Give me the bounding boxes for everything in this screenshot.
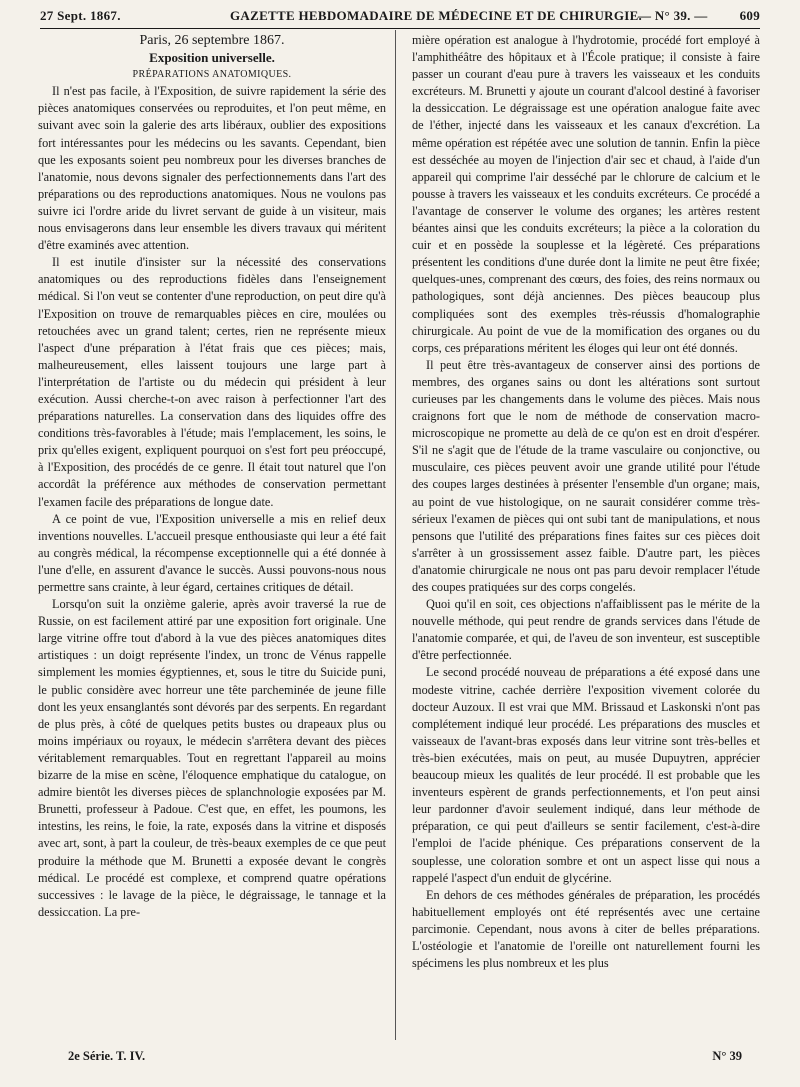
paragraph: A ce point de vue, l'Exposition universelle a mis en relief deux inventions nouvelles. L'accueil presque enthousiaste qui leur a été fait au congrès médical, la récompense exceptionnelle qui a été donnée à l'une d'elle, en assurent d'avance le succès. Aussi pouvons-nous nous permettre sans crainte, à leur égard, certaines critiques de détail. <box>38 511 386 594</box>
paragraph: En dehors de ces méthodes générales de préparation, les procédés habituellement employés ont été représentés avec une certaine parcimonie. Cependant, nous avons à citer de belles préparations. L'ostéologie et l'anatomie de l'oreille ont naturellement fourni les spécimens les plus nombreux et les plus <box>412 887 760 971</box>
paragraph: Il n'est pas facile, à l'Exposition, de suivre rapidement la série des pièces anatomiques conservées ou reproduites, et l'on peut même, en suivant avec soin la galerie des arts libéraux, oublier des expositions fort intéressantes pour les médecins ou les savants. Cependant, bien que les exposants soient peu nombreux pour les diverses branches de l'anatomie, nous devons signaler des perfectionnements dans l'art des préparations ou des reproductions anatomiques. Nous ne voulons pas suivre ici l'ordre aride du livret servant de guide à un visiteur, mais nous envisagerons dans leur ensemble les divers travaux qui méritent d'être examinés avec attention. <box>38 84 386 253</box>
right-column <box>412 32 760 1042</box>
header-rule <box>40 28 760 29</box>
issue-date: 27 Sept. 1867. <box>40 8 121 23</box>
page-header <box>40 6 760 28</box>
dateline: Paris, 26 septembre 1867. <box>139 33 285 48</box>
column-divider <box>395 30 396 1040</box>
page-number: 609 <box>739 8 760 23</box>
page-footer <box>40 1049 760 1069</box>
article-subtitle: PRÉPARATIONS ANATOMIQUES. <box>132 69 292 81</box>
paragraph: Il peut être très-avantageux de conserver ainsi des portions de membres, des organes sains ou dont les altérations sont surtout curieuses par les changements dans le volume des pièces. Mais nous craignons fort que le nom de méthode de conservation macro-microscopique ne promette au delà de ce qu'on est en droit d'espérer. S'il ne s'agit que de l'étude de la trame vasculaire ou conjonctive, ou musculaire, ces pièces peuvent avoir une grande utilité pour l'étude des coupes larges destinées à présenter l'ensemble d'un organe; mais, au point de vue histologique, on ne saurait considérer comme très-sérieux l'examen de pièces qui ont subi tant de manipulations, et nous pensons que l'utilité des préparations fines faites sur ces pièces doit s'arrêter à un grossissement assez faible. D'autre part, les pièces d'anatomie chirurgicale ne nous ont pas paru devoir remplacer l'étude des coupes pratiquées sur des corps congelés. <box>412 357 760 594</box>
series-volume: 2e Série. T. IV. <box>68 1049 146 1063</box>
paragraph: Lorsqu'on suit la onzième galerie, après avoir traversé la rue de Russie, on est facilement attiré par une exposition fort originale. Une large vitrine offre tout d'abord à la vue des pièces anatomiques dites artistiques : un doigt représente l'index, un tronc de Vénus rappelle simplement les momies égyptiennes, et, sous le titre du Suicide puni, le public considère avec horreur une tête parcheminée de jeune fille dont les yeux ensanglantés sont dévorés par des serpents. En regardant de plus près, à côté de quelques petits bustes ou drapeaux plus ou moins impériaux ou royaux, le médecin s'arrêtera devant des pièces véritablement remarquables. Tout en regrettant l'appareil au moins bizarre de la mise en scène, l'éloquence emphatique du catalogue, on admire bientôt les diverses pièces de splanchnologie exposées par M. Brunetti, professeur à Padoue. C'est que, en effet, les poumons, les intestins, les reins, le foie, la rate, exposés dans la vitrine et disposés avec art, sont, à part la couleur, de très-beaux exemples de ce que peut produire la méthode que M. Brunetti a exposée devant le congrès médical. Le procédé est complexe, et comprend quatre opérations successives : le lavage de la pièce, le dégraissage, le tannage et la dessiccation. La pre- <box>38 597 386 919</box>
paragraph: Le second procédé nouveau de préparations a été exposé dans une modeste vitrine, cachée derrière l'exposition vivement colorée du docteur Auzoux. Il est vrai que MM. Brissaud et Laskonski n'ont pas complétement indiqué leur procédé. Les préparations des muscles et vaisseaux de l'avant-bras exposés dans leur vitrine sont très-belles et très-bien exécutées, mais on peut, au musée Dupuytren, apprécier beaucoup mieux les qualités de leur procédé. Il est probable que les inventeurs espèrent de grands perfectionnements, et l'on peut ainsi leur pardonner d'avoir seulement indiqué, dans leur méthode de préparation, ce qui peut d'ailleurs se sentir facilement, c'est-à-dire l'emploi de l'acide phénique. Ces préparations conservent de la souplesse, une coloration sombre et ont un aspect lisse qui nous a rappelé l'aspect d'un enduit de glycérine. <box>412 665 760 885</box>
issue-number: — N° 39. — <box>638 8 708 23</box>
article-title: Exposition universelle. <box>149 50 275 66</box>
paragraph: mière opération est analogue à l'hydrotomie, procédé fort employé à l'amphithéâtre des hôpitaux et à l'École pratique; il consiste à faire passer un courant d'eau pure à travers les vaisseaux et les conduits excréteurs. M. Brunetti y ajoute un courant d'alcool destiné à favoriser la dessiccation. Le dégraissage est une opération analogue faite avec de l'éther, injecté dans les vaisseaux et les canaux d'excrétion. La même opération est répétée avec une solution de tannin. Enfin la pièce est desséchée au moyen de l'injection d'air sec et chaud, à l'aide d'un appareil qui comprime l'air desséché par le chlorure de calcium et le pousse à travers les vaisseaux et les conduits excréteurs. Ce procédé a l'avantage de conserver le volume des organes; les artères restent béantes ainsi que les conduits excréteurs; la pièce a la coloration du cuir et en possède la souplesse et la légèreté. Ces préparations présentent les conditions d'une durée dont la limite ne peut être fixée; quelques-unes, comprenant des cœurs, des foies, des reins normaux ou pathologiques, sont déjà anciennes. Des pièces beaucoup plus compliquées sont des exemples très-réussis d'homalographie chirurgicale. Au point de vue de la momification des organes ou du corps, ces préparations méritent les éloges qui leur ont été donnés. <box>412 33 760 355</box>
footer-number: N° 39 <box>712 1049 742 1063</box>
left-column <box>38 32 386 1042</box>
paragraph: Il est inutile d'insister sur la nécessité des conservations anatomiques ou des reproductions fidèles dans l'enseignement médical. Si l'on veut se contenter d'une reproduction, on peut dire qu'à l'Exposition on trouve de remarquables pièces en cire, moulées ou retouchées avec un grand talent; certes, rien ne représente mieux l'aspect d'une préparation à l'état frais que ces pièces; mais, malheureusement, elles laissent toujours une large part à l'interprétation de l'artiste ou du médecin qui président à leur exécution. Aussi cherche-t-on avec raison à perfectionner l'art des préparations naturelles. La conservation dans des liquides offre des conditions très-favorables à l'étude; mais l'emplacement, les soins, le prix qu'elles exigent, expliquent pourquoi on s'est fort peu préoccupé, à l'Exposition, des procédés de ce genre. Il était tout naturel que l'on accordât la préférence aux méthodes de conservation permettant l'examen facile des préparations de longue date. <box>38 255 386 509</box>
journal-title: GAZETTE HEBDOMADAIRE DE MÉDECINE ET DE CHIRURGIE. <box>230 8 643 23</box>
paragraph: Quoi qu'il en soit, ces objections n'affaiblissent pas le mérite de la nouvelle méthode, qui peut rendre de grands services dans l'étude de l'anatomie comparée, et qui, de l'aveu de son inventeur, est susceptible d'être perfectionnée. <box>412 597 760 663</box>
